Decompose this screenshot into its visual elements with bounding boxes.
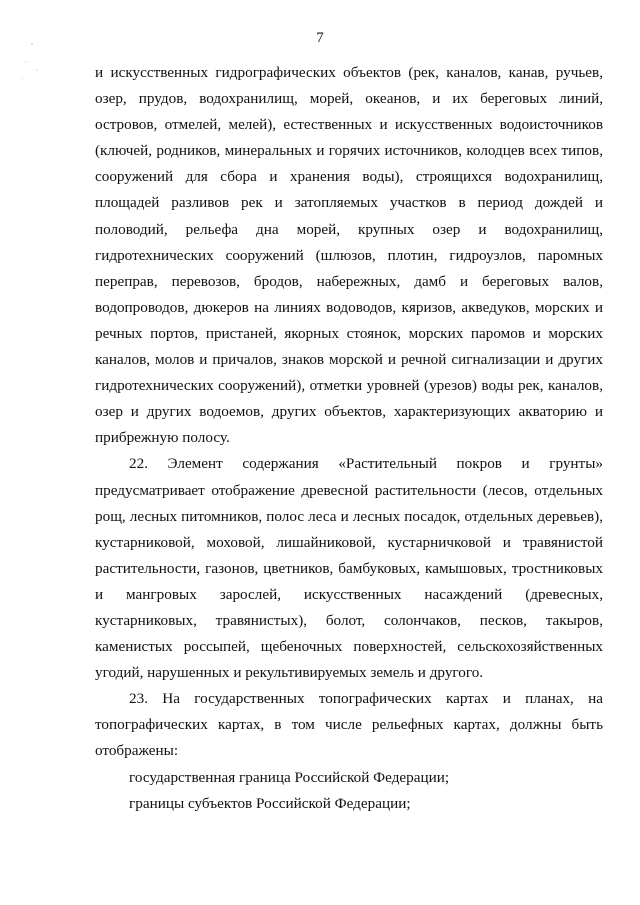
paragraph-hydrography-continued: и искусственных гидрографических объектов (рек, каналов, канав, ручьев, озер, прудов, водохранилищ, морей, океанов, и их береговых линий, островов, отмелей, мелей), естественных и искусственных водоисточников (ключей, родников, минеральных и горячих источников, колодцев всех типов, сооружений для сбора и хранения воды), строящихся водохранилищ, площадей разливов рек и затопляемых участков в период дождей и половодий, рельефа дна морей, крупных озер и водохранилищ, гидротехнических сооружений (шлюзов, плотин, гидроузлов, паромных переправ, перевозов, бродов, набережных, дамб и береговых валов, водопроводов, дюкеров на линиях водоводов, кяризов, акведуков, морских и речных портов, пристаней, якорных стоянок, морских паромов и морских каналов, молов и причалов, знаков морской и речной сигнализации и других гидротехнических сооружений), отметки уровней (урезов) воды рек, каналов, озер и других водоемов, других объектов, характеризующих акваторию и прибрежную полосу. — [95, 64, 603, 447]
list-item: государственная граница Российской Федерации; — [129, 768, 450, 786]
paragraph-23-maps: 23. На государственных топографических картах и планах, на топографических картах, в том числе рельефных картах, должны быть отображены: — [95, 690, 603, 760]
list-item: границы субъектов Российской Федерации; — [129, 794, 411, 812]
document-body — [95, 60, 603, 817]
scan-specks — [18, 40, 58, 100]
paragraph-22-vegetation: 22. Элемент содержания «Растительный покров и грунты» предусматривает отображение древесной растительности (лесов, отдельных рощ, лесных питомников, полос леса и лесных посадок, отдельных деревьев), кустарниковой, моховой, лишайниковой, кустарничковой и травянистой растительности, газонов, цветников, бамбуковых, камышовых, тростниковых и мангровых зарослей, искусственных насаждений (древесных, кустарниковых, травянистых), болот, солончаков, песков, такыров, каменистых россыпей, щебеночных поверхностей, сельскохозяйственных угодий, нарушенных и рекультивируемых земель и другого. — [95, 455, 603, 682]
page-number: 7 — [316, 30, 324, 46]
